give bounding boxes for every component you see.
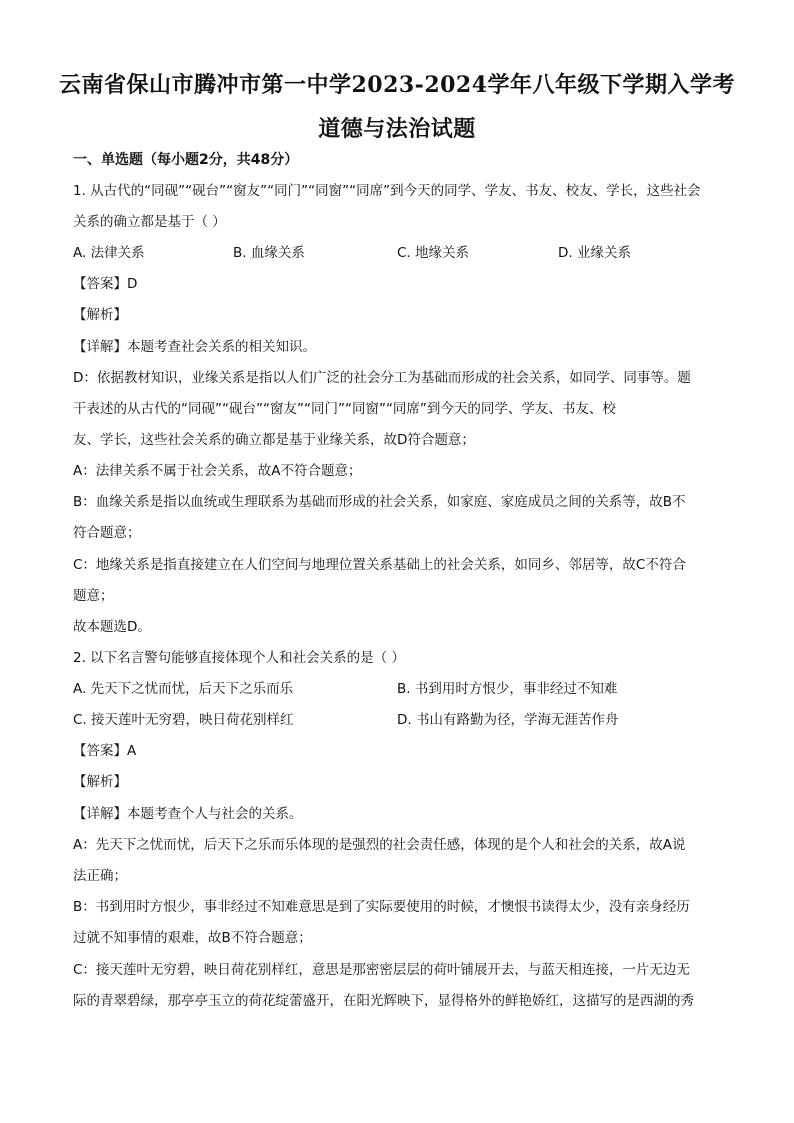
q1-option-c: C. 地缘关系: [397, 245, 470, 261]
document-subtitle: 道德与法治试题: [318, 116, 476, 142]
q2-detail-line: 际的青翠碧绿，那亭亭玉立的荷花绽蕾盛开，在阳光辉映下，显得格外的鲜艳娇红，这描写的是西湖的秀: [73, 993, 694, 1009]
q1-detail-line: 【详解】本题考查社会关系的相关知识。: [73, 339, 316, 355]
q1-option-b: B. 血缘关系: [233, 245, 305, 261]
q2-option-d: D. 书山有路勤为径，学海无涯苦作舟: [397, 712, 619, 728]
document-title: 云南省保山市腾冲市第一中学2023-2024学年八年级下学期入学考: [58, 72, 736, 98]
q1-detail-line: D：依据教材知识，业缘关系是指以人们广泛的社会分工为基础而形成的社会关系，如同学、同事等。题: [73, 370, 691, 386]
q1-option-a: A. 法律关系: [73, 245, 145, 261]
q1-detail-line: 友、学长，这些社会关系的确立都是基于业缘关系，故D符合题意；: [73, 432, 475, 448]
q1-stem-line-2: 关系的确立都是基于（ ）: [73, 214, 226, 230]
q2-detail-line: 【详解】本题考查个人与社会的关系。: [73, 806, 303, 822]
section-heading: 一、单选题（每小题2分，共48分）: [73, 152, 299, 168]
q1-stem-line-1: 1. 从古代的“同砚”“砚台”“窗友”“同门”“同窗”“同席”到今天的同学、学友、书友、校友、学长，这些社会: [73, 183, 701, 199]
q2-detail-line: A：先天下之忧而忧，后天下之乐而乐体现的是强烈的社会责任感，体现的是个人和社会的关系，故A说: [73, 837, 686, 853]
q2-option-a: A. 先天下之忧而忧，后天下之乐而乐: [73, 681, 294, 697]
q1-detail-line: 符合题意；: [73, 525, 141, 541]
q1-analysis-label: 【解析】: [73, 307, 127, 323]
q1-detail-line: 干表述的从古代的“同砚”“砚台”“窗友”“同门”“同窗”“同席”到今天的同学、学友、书友、校: [73, 401, 616, 417]
q2-detail-line: 法正确；: [73, 868, 127, 884]
q2-option-c: C. 接天莲叶无穷碧，映日荷花别样红: [73, 712, 294, 728]
q2-answer: 【答案】A: [73, 743, 137, 759]
q2-option-b: B. 书到用时方恨少，事非经过不知难: [397, 681, 618, 697]
q1-option-d: D. 业缘关系: [558, 245, 631, 261]
q1-answer: 【答案】D: [73, 276, 138, 292]
q2-detail-line: B：书到用时方恨少，事非经过不知难意思是到了实际要使用的时候，才懊恨书读得太少，没有亲身经历: [73, 899, 690, 915]
q2-detail-line: 过就不知事情的艰难，故B不符合题意；: [73, 930, 312, 946]
q2-analysis-label: 【解析】: [73, 774, 127, 790]
q1-detail-line: C：地缘关系是指直接建立在人们空间与地理位置关系基础上的社会关系，如同乡、邻居等，故C不符合: [73, 557, 686, 573]
q1-detail-line: 题意；: [73, 588, 114, 604]
q1-detail-line: B：血缘关系是指以血统或生理联系为基础而形成的社会关系，如家庭、家庭成员之间的关系等，故B不: [73, 494, 686, 510]
q2-stem: 2. 以下名言警句能够直接体现个人和社会关系的是（ ）: [73, 650, 405, 666]
q1-detail-line: 故本题选D。: [73, 619, 151, 635]
q2-detail-line: C：接天莲叶无穷碧，映日荷花别样红，意思是那密密层层的荷叶铺展开去，与蓝天相连接，一片无边无: [73, 962, 690, 978]
q1-detail-line: A：法律关系不属于社会关系，故A不符合题意；: [73, 463, 362, 479]
